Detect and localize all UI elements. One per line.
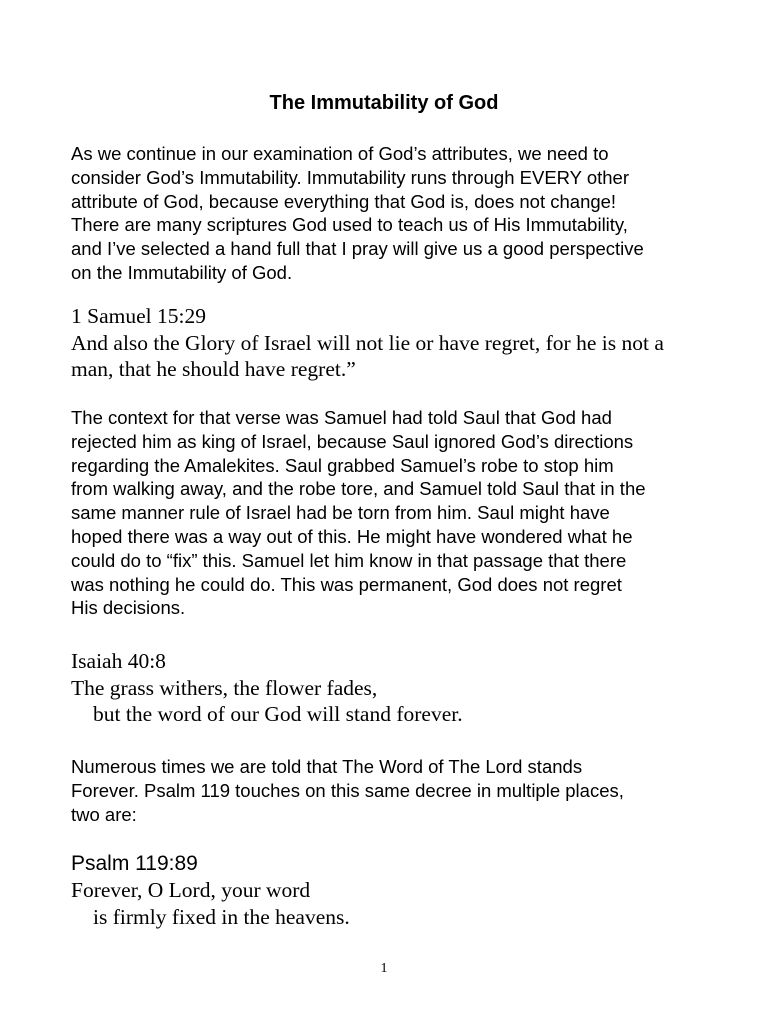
commentary-line: Forever. Psalm 119 touches on this same decree in multiple places,	[71, 779, 624, 801]
document-title: The Immutability of God	[269, 92, 499, 114]
commentary-line: from walking away, and the robe tore, and Samuel told Saul that in the	[71, 478, 646, 500]
verse-line: And also the Glory of Israel will not lie or have regret, for he is not a	[71, 330, 664, 355]
intro-paragraph	[71, 142, 711, 285]
intro-line: and I’ve selected a hand full that I pray will give us a good perspective	[71, 238, 644, 260]
commentary-line: could do to “fix” this. Samuel let him know in that passage that there	[71, 549, 627, 571]
verse-reference: 1 Samuel 15:29	[71, 304, 206, 328]
verse-isaiah	[71, 648, 731, 728]
verse-line-indented: but the word of our God will stand forever.	[93, 702, 463, 726]
commentary-line: rejected him as king of Israel, because Saul ignored God’s directions	[71, 430, 634, 452]
verse-1samuel	[71, 303, 731, 383]
verse-psalm	[71, 877, 731, 930]
verse-line-indented: is firmly fixed in the heavens.	[93, 904, 350, 929]
verse-reference-psalm: Psalm 119:89	[71, 852, 198, 875]
intro-line: on the Immutability of God.	[71, 261, 293, 283]
page-number: 1	[380, 961, 388, 976]
commentary-line: two are:	[71, 803, 137, 825]
commentary-line: was nothing he could do. This was permanent, God does not regret	[71, 573, 622, 595]
intro-line: attribute of God, because everything that God is, does not change!	[71, 190, 617, 212]
verse-line: The grass withers, the flower fades,	[71, 675, 378, 700]
commentary-line: same manner rule of Israel had be torn from him. Saul might have	[71, 502, 610, 524]
verse-line: man, that he should have regret.”	[71, 357, 356, 381]
commentary-line: hoped there was a way out of this. He might have wondered what he	[71, 525, 633, 547]
commentary-paragraph-2	[71, 755, 711, 826]
intro-line: As we continue in our examination of God’s attributes, we need to	[71, 143, 609, 164]
commentary-line: The context for that verse was Samuel had told Saul that God had	[71, 407, 612, 428]
intro-line: consider God’s Immutability. Immutability runs through EVERY other	[71, 166, 629, 188]
verse-reference: Isaiah 40:8	[71, 649, 166, 673]
commentary-line: Numerous times we are told that The Word of The Lord stands	[71, 756, 583, 777]
commentary-line: regarding the Amalekites. Saul grabbed Samuel’s robe to stop him	[71, 454, 614, 476]
intro-line: There are many scriptures God used to teach us of His Immutability,	[71, 214, 628, 236]
commentary-paragraph-1	[71, 406, 711, 620]
verse-line: Forever, O Lord, your word	[71, 878, 311, 902]
commentary-line: His decisions.	[71, 597, 186, 619]
